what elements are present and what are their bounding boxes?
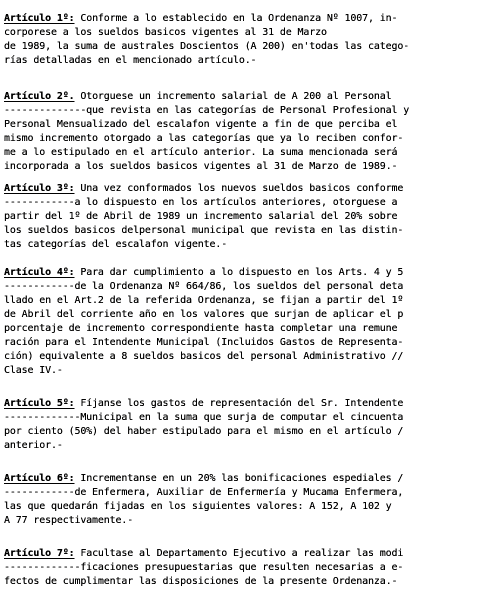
article-5-heading: Artículo 5º: (4, 398, 75, 409)
article-2-heading: Artículo 2º. (4, 91, 75, 102)
article-3-heading: Artículo 3º: (4, 183, 75, 194)
article-6-line-2: las que quedarán fijadas en los siguientes valores: A 152, A 102 y (4, 501, 392, 512)
article-3-line-0: Una vez conformados los nuevos sueldos basicos conforme (74, 183, 404, 194)
article-6-line-0: Incrementanse en un 20% las bonificaciones espediales / (74, 473, 404, 484)
article-7-line-2: fectos de cumplimentar las disposiciones de la presente Ordenanza.- (4, 576, 398, 587)
article-3-line-3: los sueldos basicos delpersonal municipal que revista en las distin- (4, 225, 404, 236)
article-6-line-1: ------------de Enfermera, Auxiliar de Enfermería y Mucama Enfermera, (4, 487, 404, 498)
article-4-line-3: de Abril del corriente año en los valores que surjan de aplicar el p (4, 309, 404, 320)
article-7-line-1: -------------ficaciones presupuestarias que resulten necesarias a e- (4, 562, 404, 573)
article-4-line-4: porcentaje de incremento correspondiente hasta completar una remune (4, 323, 398, 334)
article-2-line-2: Personal Mensualizado del escalafon vigente a fin de que perciba el (4, 119, 398, 130)
article-4-line-0: Para dar cumplimiento a lo dispuesto en los Arts. 4 y 5 (74, 267, 404, 278)
article-5-line-3: anterior.- (4, 440, 63, 451)
article-4-heading: Artículo 4º: (4, 267, 75, 278)
article-2-first-line (4, 90, 496, 104)
article-2-line-4: me a lo estipulado en el artículo anterior. La suma mencionada será (4, 147, 398, 158)
article-1-line-2: de 1989, la suma de australes Doscientos (A 200) en'todas las catego- (4, 41, 410, 52)
article-3-line-4: tas categorías del escalafon vigente.- (4, 239, 228, 250)
article-1-line-0: Conforme a lo establecido en la Ordenanza Nº 1007, in- (74, 13, 398, 24)
article-1-line-1: corporese a los sueldos basicos vigentes al 31 de Marzo (4, 27, 327, 38)
article-5-line-1: -------------Municipal en la suma que surja de computar el cincuenta (4, 412, 404, 423)
article-7-line-0: Facultase al Departamento Ejecutivo a realizar las modi (74, 548, 404, 559)
article-4-line-7: Clase IV.- (4, 365, 63, 376)
article-5-first-line (4, 397, 496, 411)
article-6-heading: Artículo 6º: (4, 473, 75, 484)
article-2-line-3: mismo incremento otorgado a las categorías que ya lo reciben confor- (4, 133, 404, 144)
article-7-heading: Artículo 7º: (4, 548, 75, 559)
article-3-first-line (4, 182, 496, 196)
article-2-line-0: Otorguese un incremento salarial de A 200 al Personal (74, 91, 392, 102)
article-1-heading: Artículo 1º: (4, 13, 75, 24)
article-7-first-line (4, 547, 496, 561)
article-1-line-3: rías detalladas en el mencionado artículo.- (4, 55, 257, 66)
article-5-line-0: Fíjanse los gastos de representación del Sr. Intendente (74, 398, 404, 409)
article-4-line-1: ------------de la Ordenanza Nº 664/86, los sueldos del personal deta (4, 281, 404, 292)
article-3-line-1: ------------a lo dispuesto en los artículos anteriores, otorguese a (4, 197, 398, 208)
article-2-line-1: --------------que revista en las categorías de Personal Profesional y (4, 105, 410, 116)
article-4-line-2: llado en el Art.2 de la referida Ordenanza, se fijan a partir del 1º (4, 295, 404, 306)
article-4-line-5: ración para el Intendente Municipal (Incluidos Gastos de Representa- (4, 337, 404, 348)
article-1-first-line (4, 12, 496, 26)
article-5-line-2: por ciento (50%) del haber estipulado para el mismo en el artículo / (4, 426, 404, 437)
article-4-first-line (4, 266, 496, 280)
article-6-line-3: A 77 respectivamente.- (4, 515, 134, 526)
article-6-first-line (4, 472, 496, 486)
article-4-line-6: ción) equivalente a 8 sueldos basicos del personal Administrativo // (4, 351, 404, 362)
article-2-line-5: incorporada a los sueldos basicos vigentes al 31 de Marzo de 1989.- (4, 161, 398, 172)
article-3-line-2: partir del 1º de Abril de 1989 un incremento salarial del 20% sobre (4, 211, 398, 222)
